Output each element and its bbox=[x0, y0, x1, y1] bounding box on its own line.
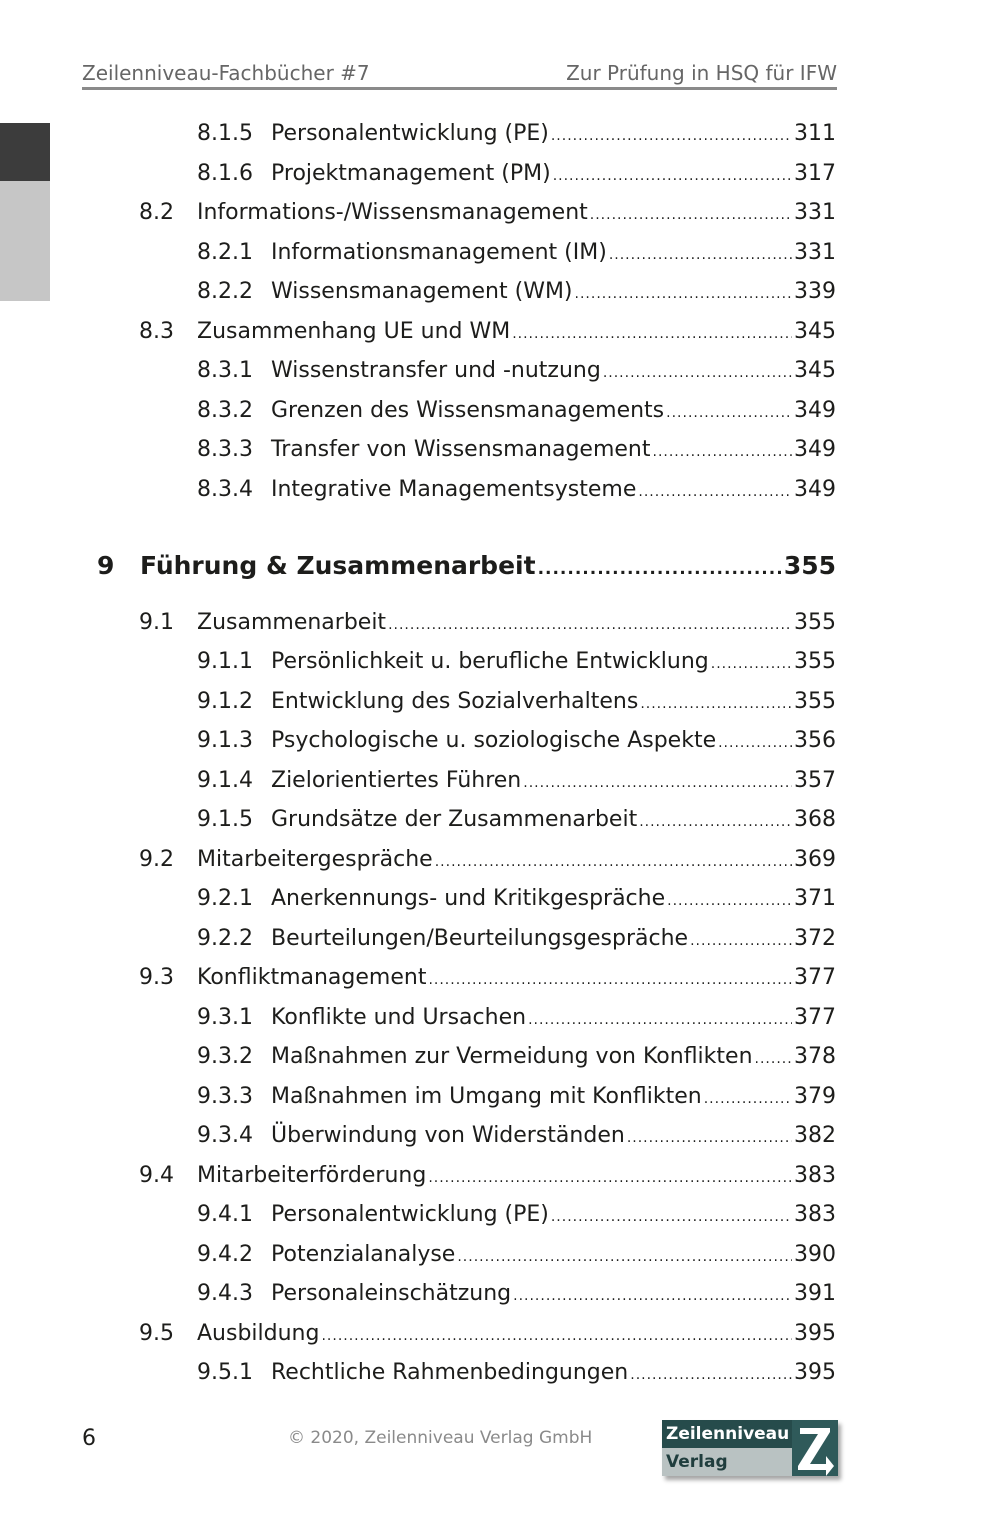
toc-entry-page: 391 bbox=[794, 1281, 836, 1306]
toc-dot-leader bbox=[653, 435, 793, 469]
toc-dot-leader bbox=[512, 317, 792, 351]
toc-dot-leader bbox=[435, 845, 792, 879]
toc-entry-page: 355 bbox=[783, 551, 836, 580]
toc-entry-title: Maßnahmen im Umgang mit Konflikten bbox=[271, 1084, 702, 1109]
toc-entry-page: 372 bbox=[794, 926, 836, 951]
toc-entry-title: Maßnahmen zur Vermeidung von Konflikten bbox=[271, 1044, 753, 1069]
header-book-series: Zeilenniveau-Fachbücher #7 bbox=[82, 61, 370, 85]
toc-entry-number: 8.1.6 bbox=[197, 161, 253, 186]
toc-entry-page: 339 bbox=[794, 279, 836, 304]
toc-dot-leader bbox=[609, 238, 792, 272]
toc-dot-leader bbox=[640, 687, 792, 721]
toc-entry-number: 9.3 bbox=[139, 965, 174, 990]
toc-dot-leader bbox=[755, 1042, 792, 1076]
logo-text-top: Zeilenniveau bbox=[662, 1420, 792, 1448]
toc-entry[interactable] bbox=[139, 196, 836, 230]
toc-entry-number: 8.2.1 bbox=[197, 240, 253, 265]
toc-entry[interactable] bbox=[197, 433, 836, 467]
chapter-thumb-tab-dark bbox=[0, 123, 50, 181]
toc-entry-title: Rechtliche Rahmenbedingungen bbox=[271, 1360, 629, 1385]
toc-dot-leader bbox=[428, 963, 792, 997]
toc-entry-number: 9.4 bbox=[139, 1163, 174, 1188]
toc-entry-title: Integrative Managementsysteme bbox=[271, 477, 637, 502]
toc-entry-page: 345 bbox=[794, 358, 836, 383]
toc-entry[interactable] bbox=[197, 922, 836, 956]
toc-entry[interactable] bbox=[197, 157, 836, 191]
toc-entry[interactable] bbox=[197, 1040, 836, 1074]
toc-entry[interactable] bbox=[197, 354, 836, 388]
toc-dot-leader bbox=[667, 884, 792, 918]
toc-entry-title: Projektmanagement (PM) bbox=[271, 161, 551, 186]
toc-entry-page: 317 bbox=[794, 161, 836, 186]
toc-entry-title: Beurteilungen/Beurteilungsgespräche bbox=[271, 926, 689, 951]
toc-entry-number: 9.1.4 bbox=[197, 768, 253, 793]
copyright-notice: © 2020, Zeilenniveau Verlag GmbH bbox=[288, 1428, 593, 1448]
logo-z-icon bbox=[792, 1420, 838, 1476]
toc-entry[interactable] bbox=[197, 764, 836, 798]
toc-entry-page: 331 bbox=[794, 240, 836, 265]
toc-entry-number: 8.3.1 bbox=[197, 358, 253, 383]
toc-dot-leader bbox=[513, 1279, 792, 1313]
toc-entry-title: Personalentwicklung (PE) bbox=[271, 1202, 549, 1227]
toc-entry-title: Konfliktmanagement bbox=[197, 965, 427, 990]
toc-entry-title: Grenzen des Wissensmanagements bbox=[271, 398, 665, 423]
toc-entry-title: Wissenstransfer und -nutzung bbox=[271, 358, 601, 383]
toc-entry-title: Überwindung von Widerständen bbox=[271, 1123, 625, 1148]
toc-entry-page: 357 bbox=[794, 768, 836, 793]
toc-entry[interactable] bbox=[197, 236, 836, 270]
toc-entry-page: 377 bbox=[794, 965, 836, 990]
logo-text-bottom: Verlag bbox=[662, 1448, 792, 1476]
toc-entry-number: 9.1.3 bbox=[197, 728, 253, 753]
toc-entry[interactable] bbox=[197, 1356, 836, 1390]
toc-entry-title: Informations-/Wissensmanagement bbox=[197, 200, 588, 225]
toc-entry-page: 369 bbox=[794, 847, 836, 872]
toc-dot-leader bbox=[603, 356, 792, 390]
toc-entry-number: 9.3.4 bbox=[197, 1123, 253, 1148]
toc-entry[interactable] bbox=[197, 1277, 836, 1311]
toc-entry-number: 8.3 bbox=[139, 319, 174, 344]
toc-entry-page: 355 bbox=[794, 689, 836, 714]
toc-dot-leader bbox=[638, 475, 792, 509]
toc-entry[interactable] bbox=[97, 549, 836, 583]
toc-entry-number: 8.3.4 bbox=[197, 477, 253, 502]
toc-entry[interactable] bbox=[197, 1001, 836, 1035]
toc-entry-title: Entwicklung des Sozialverhaltens bbox=[271, 689, 639, 714]
toc-entry-page: 349 bbox=[794, 437, 836, 462]
header-book-title: Zur Prüfung in HSQ für IFW bbox=[566, 61, 837, 85]
toc-dot-leader bbox=[627, 1121, 792, 1155]
toc-dot-leader bbox=[553, 159, 792, 193]
toc-dot-leader bbox=[321, 1319, 792, 1353]
toc-dot-leader bbox=[590, 198, 792, 232]
toc-entry[interactable] bbox=[139, 606, 836, 640]
toc-dot-leader bbox=[523, 766, 792, 800]
toc-entry-page: 377 bbox=[794, 1005, 836, 1030]
toc-entry-number: 9.5 bbox=[139, 1321, 174, 1346]
toc-entry-title: Potenzialanalyse bbox=[271, 1242, 456, 1267]
toc-entry-title: Mitarbeitergespräche bbox=[197, 847, 433, 872]
toc-entry-page: 379 bbox=[794, 1084, 836, 1109]
toc-entry-title: Konflikte und Ursachen bbox=[271, 1005, 527, 1030]
toc-entry-number: 9.3.1 bbox=[197, 1005, 253, 1030]
toc-entry-number: 8.1.5 bbox=[197, 121, 253, 146]
toc-entry-number: 9.1 bbox=[139, 610, 174, 635]
toc-dot-leader bbox=[551, 1200, 792, 1234]
toc-entry[interactable] bbox=[197, 1198, 836, 1232]
toc-entry-title: Personaleinschätzung bbox=[271, 1281, 512, 1306]
toc-entry[interactable] bbox=[197, 1119, 836, 1153]
toc-entry-title: Persönlichkeit u. berufliche Entwicklung bbox=[271, 649, 709, 674]
toc-entry-number: 8.2.2 bbox=[197, 279, 253, 304]
toc-entry-title: Transfer von Wissensmanagement bbox=[271, 437, 651, 462]
toc-entry-page: 368 bbox=[794, 807, 836, 832]
toc-dot-leader bbox=[457, 1240, 792, 1274]
toc-entry[interactable] bbox=[197, 117, 836, 151]
toc-entry-number: 8.3.3 bbox=[197, 437, 253, 462]
toc-entry[interactable] bbox=[197, 724, 836, 758]
toc-entry-page: 349 bbox=[794, 477, 836, 502]
toc-entry-page: 349 bbox=[794, 398, 836, 423]
toc-entry[interactable] bbox=[197, 394, 836, 428]
toc-entry[interactable] bbox=[197, 803, 836, 837]
toc-dot-leader bbox=[538, 552, 782, 586]
toc-entry-title: Anerkennungs- und Kritikgespräche bbox=[271, 886, 666, 911]
toc-entry-number: 8.3.2 bbox=[197, 398, 253, 423]
toc-entry-number: 9.3.3 bbox=[197, 1084, 253, 1109]
toc-entry-page: 331 bbox=[794, 200, 836, 225]
toc-entry-number: 9.5.1 bbox=[197, 1360, 253, 1385]
toc-dot-leader bbox=[690, 924, 792, 958]
toc-entry-title: Personalentwicklung (PE) bbox=[271, 121, 549, 146]
toc-entry-page: 371 bbox=[794, 886, 836, 911]
chapter-thumb-tab-light bbox=[0, 181, 50, 301]
toc-dot-leader bbox=[388, 608, 792, 642]
toc-entry-title: Zusammenhang UE und WM bbox=[197, 319, 511, 344]
toc-dot-leader bbox=[704, 1082, 792, 1116]
toc-entry-title: Mitarbeiterförderung bbox=[197, 1163, 427, 1188]
toc-entry-number: 8.2 bbox=[139, 200, 174, 225]
toc-entry[interactable] bbox=[197, 882, 836, 916]
toc-entry[interactable] bbox=[139, 843, 836, 877]
toc-entry[interactable] bbox=[139, 961, 836, 995]
toc-entry-number: 9.2.1 bbox=[197, 886, 253, 911]
toc-entry[interactable] bbox=[197, 275, 836, 309]
toc-entry-page: 355 bbox=[794, 610, 836, 635]
toc-entry[interactable] bbox=[197, 473, 836, 507]
toc-entry-number: 9.2.2 bbox=[197, 926, 253, 951]
toc-entry-title: Informationsmanagement (IM) bbox=[271, 240, 607, 265]
toc-entry-number: 9 bbox=[97, 551, 115, 580]
toc-entry-number: 9.4.1 bbox=[197, 1202, 253, 1227]
toc-entry-title: Zielorientiertes Führen bbox=[271, 768, 522, 793]
toc-dot-leader bbox=[639, 805, 792, 839]
page-number: 6 bbox=[82, 1426, 96, 1451]
toc-entry-number: 9.1.1 bbox=[197, 649, 253, 674]
toc-entry-page: 378 bbox=[794, 1044, 836, 1069]
running-header bbox=[82, 58, 837, 90]
toc-entry[interactable] bbox=[139, 1317, 836, 1351]
toc-entry-title: Zusammenarbeit bbox=[197, 610, 387, 635]
toc-entry-page: 395 bbox=[794, 1321, 836, 1346]
toc-entry-number: 9.3.2 bbox=[197, 1044, 253, 1069]
toc-dot-leader bbox=[575, 277, 792, 311]
toc-dot-leader bbox=[630, 1358, 792, 1392]
toc-entry[interactable] bbox=[197, 685, 836, 719]
toc-dot-leader bbox=[528, 1003, 792, 1037]
publisher-logo bbox=[662, 1420, 838, 1476]
toc-dot-leader bbox=[666, 396, 792, 430]
toc-entry-page: 383 bbox=[794, 1163, 836, 1188]
toc-entry-title: Grundsätze der Zusammenarbeit bbox=[271, 807, 638, 832]
toc-entry[interactable] bbox=[197, 1238, 836, 1272]
toc-entry-page: 355 bbox=[794, 649, 836, 674]
toc-dot-leader bbox=[428, 1161, 792, 1195]
toc-dot-leader bbox=[551, 119, 792, 153]
toc-entry-number: 9.2 bbox=[139, 847, 174, 872]
toc-entry-title: Psychologische u. soziologische Aspekte bbox=[271, 728, 717, 753]
toc-dot-leader bbox=[718, 726, 792, 760]
toc-entry-page: 382 bbox=[794, 1123, 836, 1148]
toc-entry-number: 9.4.2 bbox=[197, 1242, 253, 1267]
toc-entry-title: Ausbildung bbox=[197, 1321, 320, 1346]
toc-entry[interactable] bbox=[197, 645, 836, 679]
toc-entry-title: Führung & Zusammenarbeit bbox=[140, 551, 536, 580]
toc-entry-page: 383 bbox=[794, 1202, 836, 1227]
toc-entry-number: 9.4.3 bbox=[197, 1281, 253, 1306]
toc-entry-page: 390 bbox=[794, 1242, 836, 1267]
toc-entry-number: 9.1.2 bbox=[197, 689, 253, 714]
toc-dot-leader bbox=[711, 647, 792, 681]
toc-entry[interactable] bbox=[197, 1080, 836, 1114]
toc-entry[interactable] bbox=[139, 315, 836, 349]
toc-entry-number: 9.1.5 bbox=[197, 807, 253, 832]
toc-entry-title: Wissensmanagement (WM) bbox=[271, 279, 573, 304]
toc-entry[interactable] bbox=[139, 1159, 836, 1193]
toc-entry-page: 345 bbox=[794, 319, 836, 344]
toc-entry-page: 356 bbox=[794, 728, 836, 753]
toc-entry-page: 395 bbox=[794, 1360, 836, 1385]
toc-entry-page: 311 bbox=[794, 121, 836, 146]
